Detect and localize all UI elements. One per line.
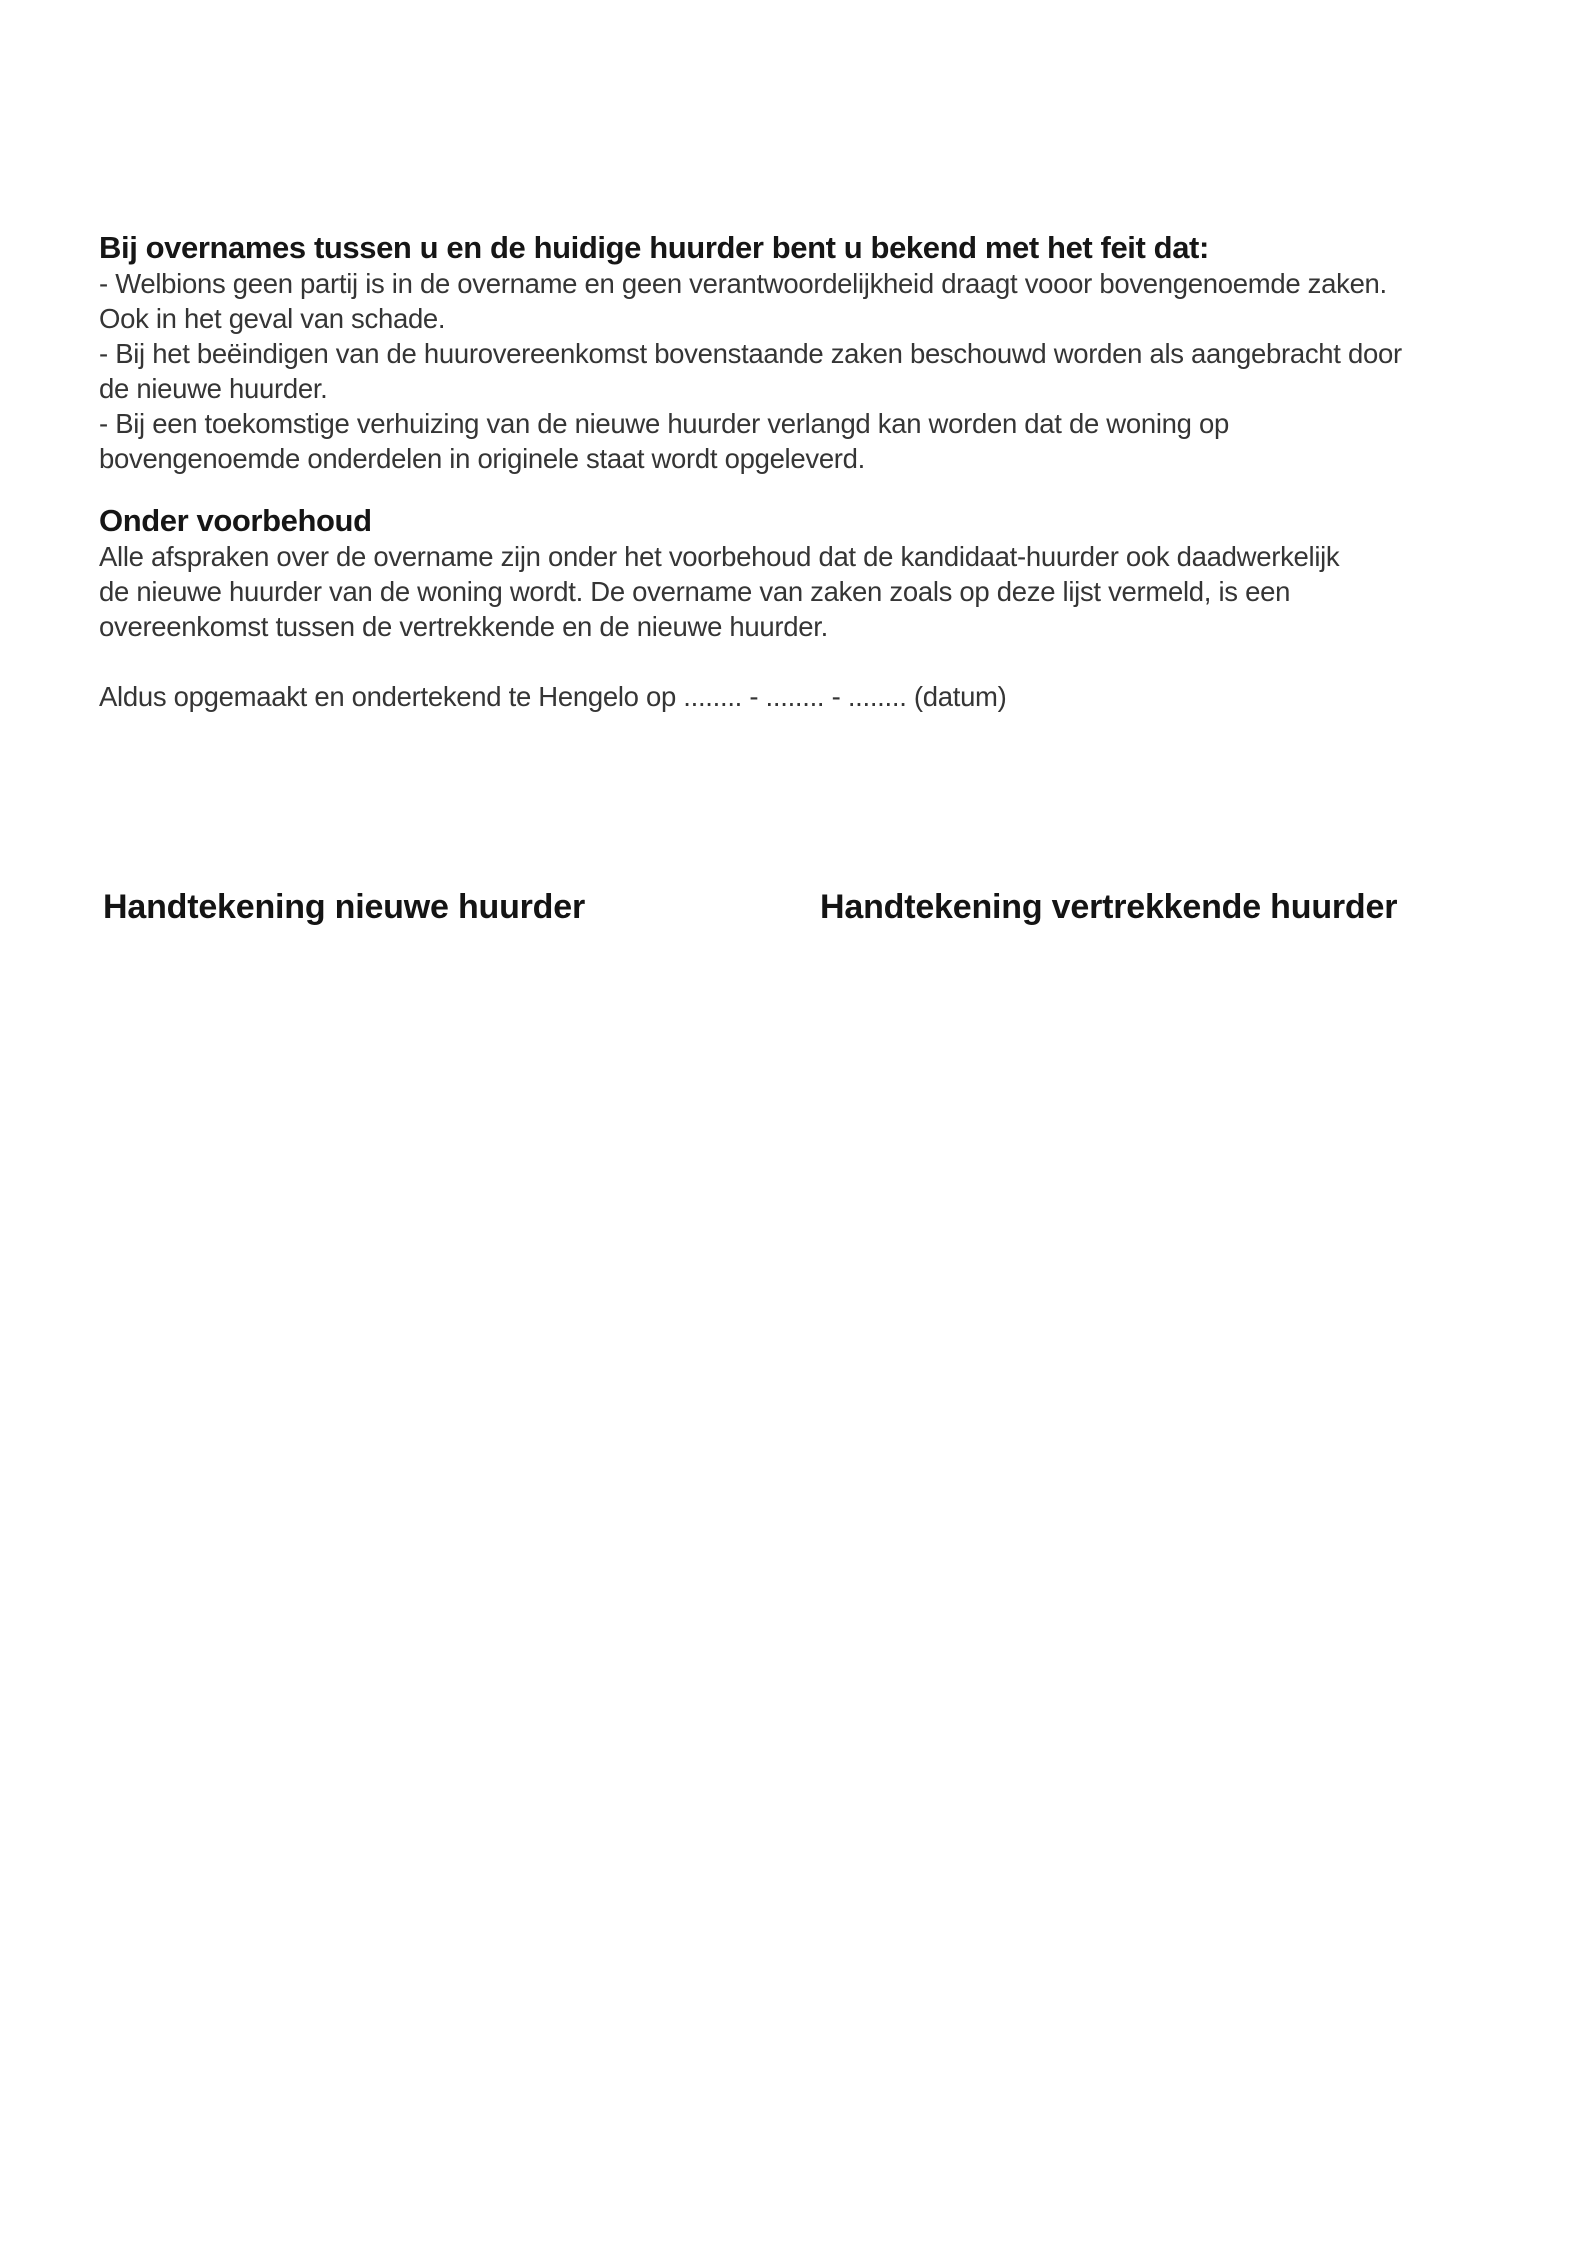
- body-line-beeindigen-2: de nieuwe huurder.: [99, 373, 328, 404]
- body-line-voorbehoud-3: overeenkomst tussen de vertrekkende en de nieuwe huurder.: [99, 611, 828, 642]
- body-line-voorbehoud-2: de nieuwe huurder van de woning wordt. De overname van zaken zoals op deze lijst vermeld, is een: [99, 576, 1291, 607]
- document-content: [99, 230, 1499, 714]
- signature-label-departing-tenant: Handtekening vertrekkende huurder: [820, 888, 1398, 926]
- body-line-beeindigen-1: - Bij het beëindigen van de huurovereenkomst bovenstaande zaken beschouwd worden als aangebracht door: [99, 338, 1402, 369]
- body-line-verhuizing-1: - Bij een toekomstige verhuizing van de nieuwe huurder verlangd kan worden dat de woning op: [99, 408, 1229, 439]
- closing-date-line: Aldus opgemaakt en ondertekend te Hengelo op ........ - ........ - ........ (datum): [99, 681, 1007, 712]
- body-line-welbions-2: Ook in het geval van schade.: [99, 303, 446, 334]
- section-heading-onder-voorbehoud: Onder voorbehoud: [99, 503, 372, 538]
- body-line-welbions-1: - Welbions geen partij is in de overname en geen verantwoordelijkheid draagt vooor bovengenoemde zaken.: [99, 268, 1387, 299]
- body-line-verhuizing-2: bovengenoemde onderdelen in originele staat wordt opgeleverd.: [99, 443, 866, 474]
- section-heading-overnames: Bij overnames tussen u en de huidige huurder bent u bekend met het feit dat:: [99, 230, 1209, 265]
- signature-label-new-tenant: Handtekening nieuwe huurder: [103, 888, 585, 926]
- body-line-voorbehoud-1: Alle afspraken over de overname zijn onder het voorbehoud dat de kandidaat-huurder ook daadwerkelijk: [99, 541, 1340, 572]
